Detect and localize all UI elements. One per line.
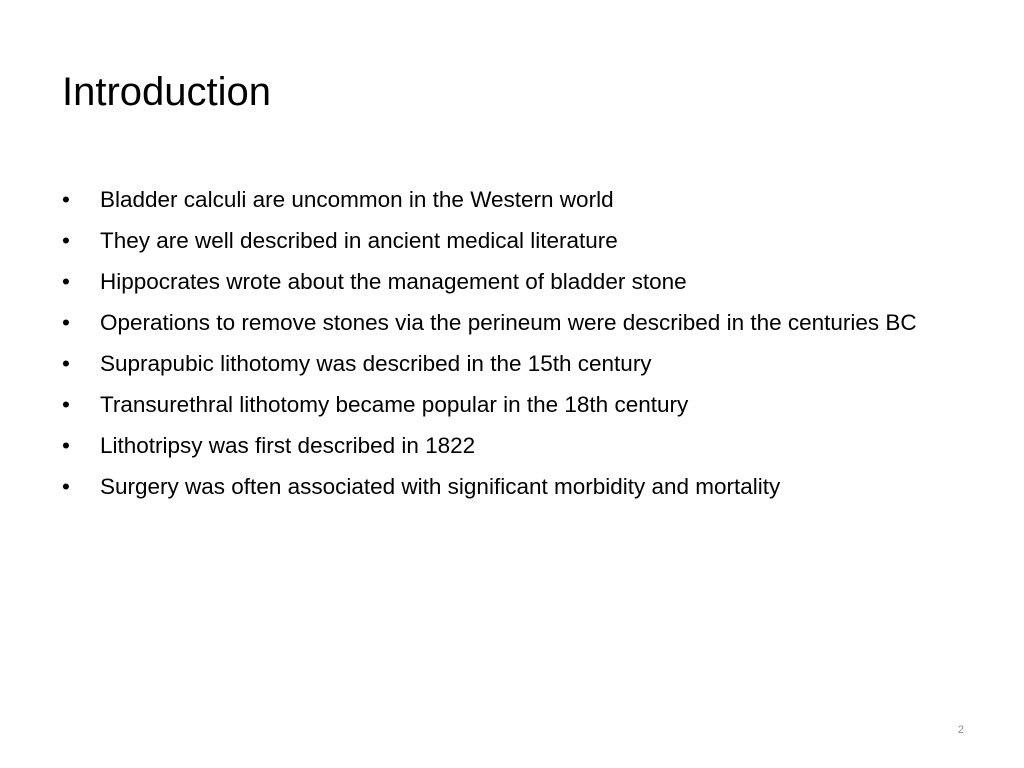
bullet-item: [62, 390, 942, 420]
bullet-text: Operations to remove stones via the perineum were described in the centuries BC: [100, 310, 917, 335]
bullet-item: [62, 185, 942, 215]
bullet-text: Hippocrates wrote about the management of bladder stone: [100, 269, 687, 294]
bullet-item: [62, 308, 942, 338]
bullet-item: [62, 349, 942, 379]
bullet-text: They are well described in ancient medical literature: [100, 228, 618, 253]
bullet-text: Transurethral lithotomy became popular in the 18th century: [100, 392, 689, 417]
slide-page-number: 2: [957, 724, 964, 736]
bullet-icon: •: [62, 433, 70, 458]
bullet-text: Bladder calculi are uncommon in the Western world: [100, 187, 614, 212]
bullet-icon: •: [62, 228, 70, 253]
bullet-icon: •: [62, 310, 70, 335]
bullet-text: Suprapubic lithotomy was described in the 15th century: [100, 351, 652, 376]
bullet-icon: •: [62, 351, 70, 376]
bullet-text: Lithotripsy was first described in 1822: [100, 433, 476, 458]
slide-title: Introduction: [62, 70, 272, 114]
bullet-list: [62, 185, 942, 513]
bullet-icon: •: [62, 474, 70, 499]
bullet-icon: •: [62, 392, 70, 417]
bullet-item: [62, 431, 942, 461]
bullet-text: Surgery was often associated with significant morbidity and mortality: [100, 474, 781, 499]
bullet-item: [62, 226, 942, 256]
bullet-item: [62, 472, 942, 502]
bullet-icon: •: [62, 187, 70, 212]
bullet-item: [62, 267, 942, 297]
bullet-icon: •: [62, 269, 70, 294]
